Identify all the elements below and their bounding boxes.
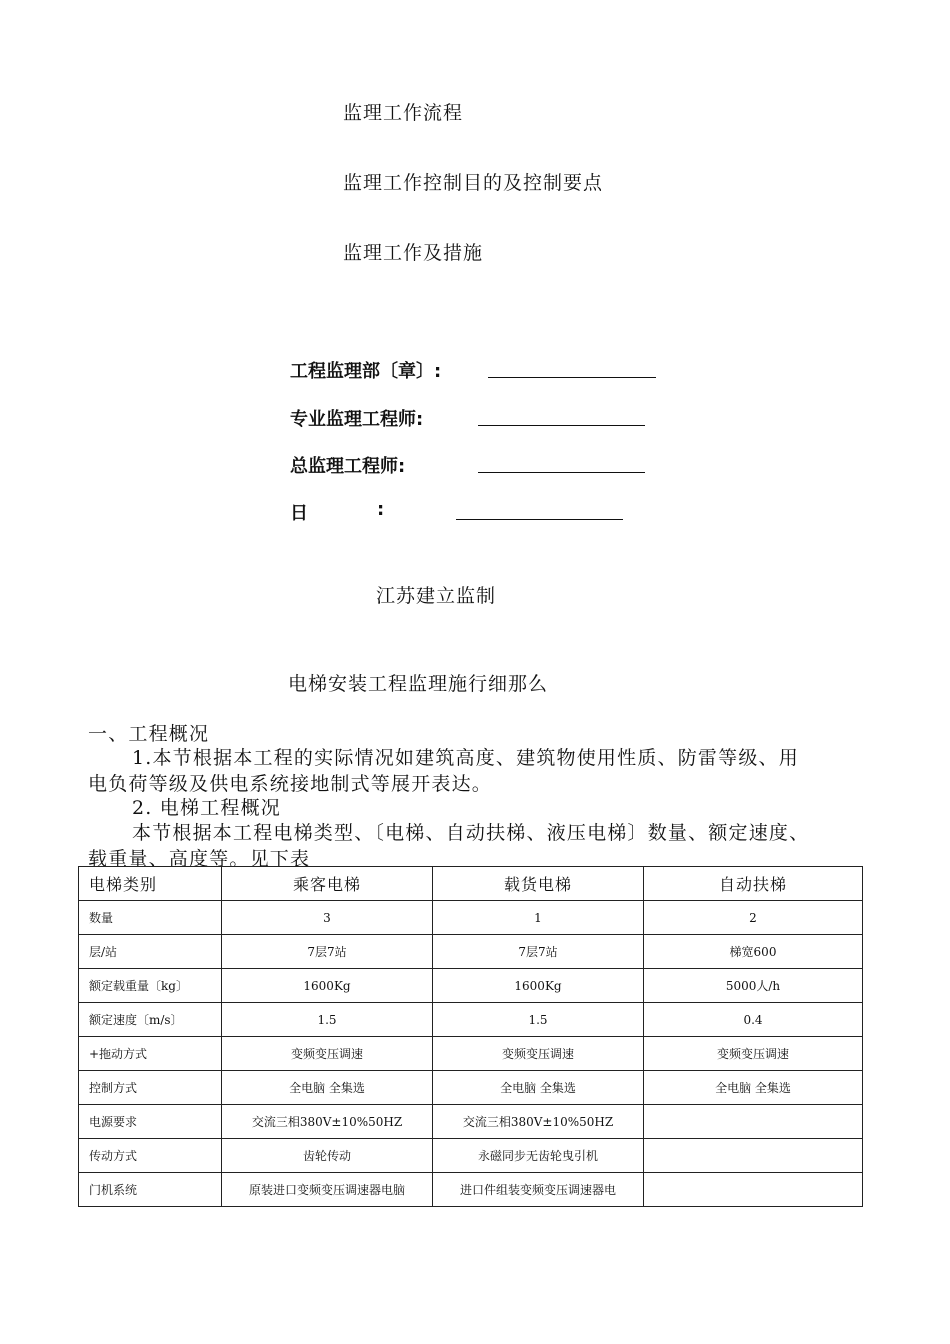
signature-date-line	[456, 519, 623, 520]
table-row	[79, 901, 863, 935]
toc-item-control-points: 监理工作控制目的及控制要点	[343, 172, 604, 194]
table-cell: 2	[644, 901, 863, 935]
table-row-label: 额定速度〔m/s〕	[79, 1003, 222, 1037]
table-row	[79, 1139, 863, 1173]
table-row	[79, 1105, 863, 1139]
table-row-label: 传动方式	[79, 1139, 222, 1173]
table-cell: 变频变压调速	[222, 1037, 433, 1071]
paragraph-1-line-1: 1.本节根据本工程的实际情况如建筑高度、建筑物使用性质、防雷等级、用	[132, 747, 799, 769]
table-cell: 7层7站	[433, 935, 644, 969]
document-title: 电梯安装工程监理施行细那么	[288, 673, 549, 695]
table-cell: 变频变压调速	[644, 1037, 863, 1071]
table-cell: 进口件组装变频变压调速器电	[433, 1173, 644, 1207]
table-row-label: +拖动方式	[79, 1037, 222, 1071]
table-row	[79, 1003, 863, 1037]
signature-engineer-label: 专业监理工程师:	[290, 409, 424, 430]
toc-item-measures: 监理工作及措施	[343, 242, 484, 264]
table-row-label: 电源要求	[79, 1105, 222, 1139]
signature-dept-line	[488, 377, 656, 378]
section-heading: 一、工程概况	[88, 723, 210, 745]
table-row-label: 门机系统	[79, 1173, 222, 1207]
table-cell: 原装进口变频变压调速器电脑	[222, 1173, 433, 1207]
table-cell: 1600Kg	[433, 969, 644, 1003]
signature-dept-label: 工程监理部〔章〕:	[290, 361, 442, 382]
table-cell	[644, 1173, 863, 1207]
table-cell: 1.5	[433, 1003, 644, 1037]
table-cell: 3	[222, 901, 433, 935]
signature-chief-label: 总监理工程师:	[290, 456, 406, 477]
table-cell: 5000人/h	[644, 969, 863, 1003]
toc-item-workflow: 监理工作流程	[343, 102, 464, 124]
table-row	[79, 1071, 863, 1105]
subsection-heading: 2. 电梯工程概况	[132, 797, 281, 819]
paragraph-2-line-2: 载重量、高度等。见下表	[88, 848, 311, 870]
table-header-cell: 电梯类别	[79, 867, 222, 901]
table-cell: 1.5	[222, 1003, 433, 1037]
table-row-label: 控制方式	[79, 1071, 222, 1105]
elevator-spec-table-body	[79, 867, 863, 1207]
elevator-spec-table	[78, 866, 863, 1207]
table-cell: 0.4	[644, 1003, 863, 1037]
table-cell: 全电脑 全集选	[433, 1071, 644, 1105]
table-cell: 1600Kg	[222, 969, 433, 1003]
signature-engineer-line	[478, 425, 645, 426]
table-cell: 齿轮传动	[222, 1139, 433, 1173]
table-cell: 交流三相380V±10%50HZ	[433, 1105, 644, 1139]
table-row	[79, 1037, 863, 1071]
table-header-cell: 乘客电梯	[222, 867, 433, 901]
table-header-cell: 载货电梯	[433, 867, 644, 901]
table-row-label: 数量	[79, 901, 222, 935]
signature-date-colon: :	[377, 499, 385, 520]
signature-date-label: 日	[290, 503, 308, 524]
table-row-label: 额定载重量〔kg〕	[79, 969, 222, 1003]
table-cell: 1	[433, 901, 644, 935]
table-header-cell: 自动扶梯	[644, 867, 863, 901]
table-cell	[644, 1105, 863, 1139]
table-cell: 永磁同步无齿轮曳引机	[433, 1139, 644, 1173]
table-cell: 变频变压调速	[433, 1037, 644, 1071]
table-row	[79, 969, 863, 1003]
table-cell: 交流三相380V±10%50HZ	[222, 1105, 433, 1139]
table-row	[79, 935, 863, 969]
company-name: 江苏建立监制	[376, 585, 497, 607]
signature-chief-line	[478, 472, 645, 473]
table-cell: 7层7站	[222, 935, 433, 969]
table-row	[79, 1173, 863, 1207]
table-cell	[644, 1139, 863, 1173]
paragraph-2-line-1: 本节根据本工程电梯类型、〔电梯、自动扶梯、液压电梯〕数量、额定速度、	[132, 822, 810, 844]
table-cell: 梯宽600	[644, 935, 863, 969]
table-row-label: 层/站	[79, 935, 222, 969]
table-header-row	[79, 867, 863, 901]
table-cell: 全电脑 全集选	[644, 1071, 863, 1105]
table-cell: 全电脑 全集选	[222, 1071, 433, 1105]
paragraph-1-line-2: 电负荷等级及供电系统接地制式等展开表达。	[88, 773, 493, 795]
